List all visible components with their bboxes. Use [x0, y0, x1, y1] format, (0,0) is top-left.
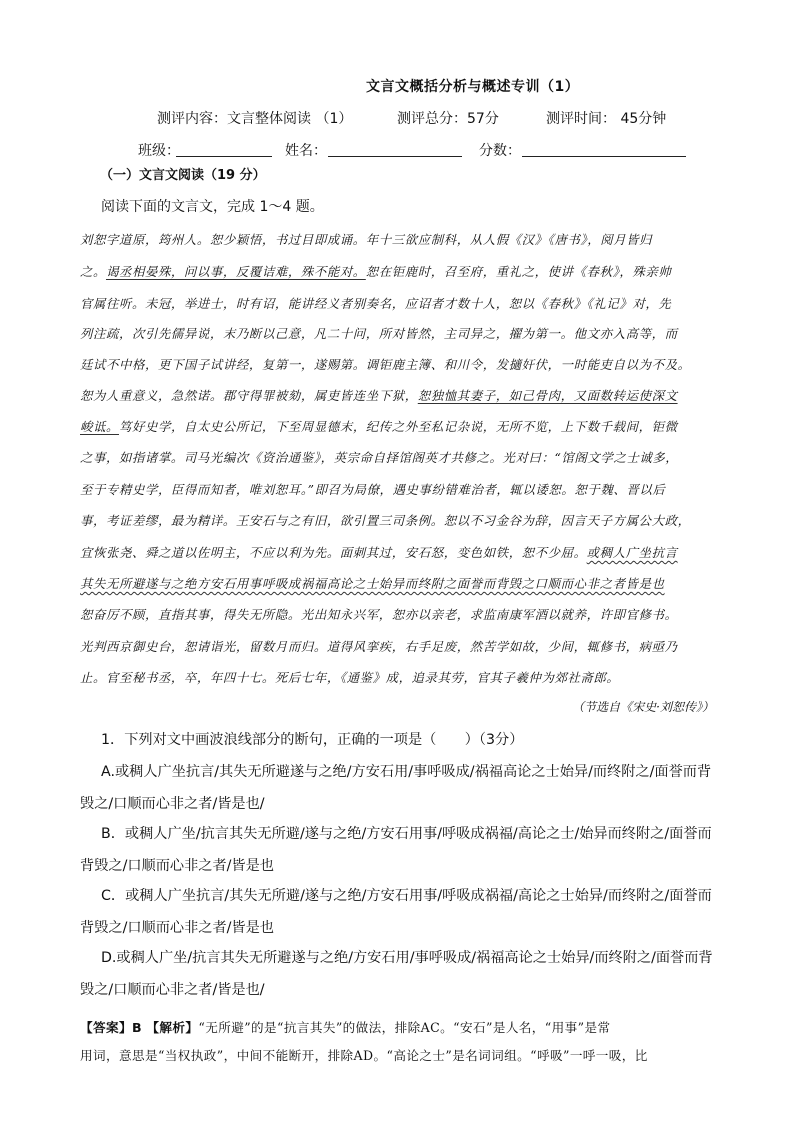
passage-text: 刘恕字道原，筠州人。恕少颖悟，书过目即成诵。年十三欲应制科，从人假《汉》《唐书》，阅月皆归 — [80, 232, 653, 247]
answer-line-1 — [80, 1017, 610, 1036]
passage-line — [80, 511, 691, 529]
passage-text: 之事，如指诸掌。司马光编次《资治通鉴》，英宗命自择馆阁英才共修之。光对曰：“馆阁文学之士诚多， — [80, 450, 679, 465]
passage-line — [80, 262, 671, 280]
passage-text: 恕奋厉不顾，直指其事，得失无所隐。光出知永兴军，恕亦以亲老，求监南康军酒以就养，许即官修书。 — [80, 607, 678, 622]
passage-text: 廷试不中格，更下国子试讲经，复第一，遂赐第。调钜鹿主簿、和川令，发擿奸伏，一时能吏自以为不及。 — [80, 357, 691, 372]
option-d-cont: 毁之/口顺而心非之者/皆是也/ — [80, 982, 265, 998]
question-1: 1．下列对文中画波浪线部分的断句，正确的一项是（ ）（3分） — [101, 732, 524, 748]
underlined-text: 峻诋。 — [80, 419, 119, 434]
wavy-underlined-text: 或稠人广坐抗言 — [586, 545, 678, 560]
test-total-score: 测评总分：57分 — [397, 111, 499, 127]
test-time: 测评时间： 45分钟 — [546, 111, 667, 127]
passage-text: 宜恢张尧、舜之道以佐明主，不应以利为先。面刺其过，安石怒，变色如铁，恕不少屈。 — [80, 545, 587, 560]
test-content: 测评内容：文言整体阅读 （1） — [157, 111, 353, 127]
instruction: 阅读下面的文言文，完成 1～4 题。 — [101, 199, 324, 215]
class-blank[interactable] — [176, 156, 272, 157]
passage-text: 笃好史学，自太史公所记，下至周显德末，纪传之外至私记杂说，无所不览，上下数千载间，钜微 — [118, 419, 678, 434]
answer-line-2: 用词，意思是“当权执政”，中间不能断开，排除AD。“高论之士”是名词词组。“呼吸”一呼一吸，比 — [80, 1048, 648, 1063]
option-c[interactable]: C．或稠人广坐抗言/其失无所避/遂与之绝/方安石用事/呼吸成祸福/高论之士始异/而终附之/面誉而 — [101, 888, 712, 904]
name-label: 姓名： — [285, 143, 327, 159]
option-a-cont: 毁之/口顺而心非之者/皆是也/ — [80, 796, 265, 812]
answer-tag: 【答案】 — [80, 1020, 132, 1035]
option-b-cont: 背毁之/口顺而心非之者/皆是也 — [80, 858, 274, 874]
underlined-text: 谒丞相晏殊，问以事，反覆诘难，殊不能对。 — [105, 264, 366, 279]
class-label: 班级： — [138, 143, 180, 159]
passage-text: 之。 — [80, 264, 106, 279]
analysis-text-1: “无所避”的是“抗言其失”的做法，排除AC。“安石”是人名，“用事”是常 — [198, 1020, 611, 1035]
passage-line — [80, 448, 678, 466]
passage-text: 官属往听。未冠，举进士，时有诏，能讲经义者别奏名，应诏者才数十人，恕以《春秋》《礼记》对，先 — [80, 296, 672, 311]
passage-line — [80, 417, 678, 435]
source-citation: （节选自《宋史·刘恕传》） — [572, 700, 714, 714]
passage-text: 恕在钜鹿时，召至府，重礼之，使讲《春秋》，殊亲帅 — [365, 264, 672, 279]
option-d[interactable]: D.或稠人广坐/抗言其失无所避遂与之绝/方安石用/事呼吸成/祸福高论之士始异/而终附之/面誉而背 — [101, 950, 713, 966]
passage-text: 光判西京御史台，恕请诣光，留数月而归。道得风挛疾，右手足废，然苦学如故，少间，辄修书，病亟乃 — [80, 639, 678, 654]
passage-text: 恕为人重意义，急然诺。郡守得罪被劾，属吏皆连坐下狱， — [80, 388, 418, 403]
passage-line — [80, 386, 678, 404]
passage-text: 止。官至秘书丞，卒，年四十七。死后七年，《通鉴》成，追录其劳，官其子羲仲为郊社斋郎。 — [80, 670, 620, 685]
option-a[interactable]: A.或稠人广坐抗言/其失无所避遂与之绝/方安石用/事呼吸成/祸福高论之士始异/而终附之/面誉而背 — [101, 764, 712, 780]
passage-text: 列注疏，次引先儒异说，末乃断以己意，凡二十问，所对皆然，主司异之，擢为第一。他文亦入高等，而 — [80, 326, 678, 341]
passage-line — [80, 324, 678, 342]
answer-letter: B — [131, 1020, 142, 1035]
passage-line — [80, 668, 619, 686]
passage-text: 事，考证差缪，最为精详。王安石与之有旧，欲引置三司条例。恕以不习金谷为辞，因言天子方属公大政， — [80, 513, 691, 528]
page-title: 文言文概括分析与概述专训（1） — [366, 79, 580, 95]
passage-line — [80, 637, 678, 655]
underlined-text: 恕独恤其妻子，如己骨肉，又面数转运使深文 — [417, 388, 678, 403]
name-blank[interactable] — [328, 156, 462, 157]
section-heading: （一）文言文阅读（19 分） — [100, 168, 266, 183]
option-b[interactable]: B．或稠人广坐/抗言其失无所避/遂与之绝/方安石用事/呼吸成祸福/高论之士/始异而终附之/面誉而 — [101, 826, 712, 842]
passage-line — [80, 605, 678, 623]
passage-line — [80, 230, 652, 248]
option-c-cont: 背毁之/口顺而心非之者/皆是也 — [80, 920, 274, 936]
score-label: 分数： — [479, 143, 521, 159]
passage-text: 至于专精史学，臣得而知者，唯刘恕耳。”即召为局僚，遇史事纷错难治者，辄以诿恕。恕于魏、晋以后 — [80, 482, 666, 497]
passage-line — [80, 355, 691, 373]
wavy-underlined-text: 其失无所避遂与之绝方安石用事呼吸成祸福高论之士始异而终附之面誉而背毁之口顺而心非之者皆是也 — [80, 576, 665, 591]
analysis-tag: 【解析】 — [146, 1020, 199, 1035]
passage-line — [80, 294, 671, 312]
passage-line — [80, 480, 665, 498]
passage-line — [80, 543, 678, 561]
score-blank[interactable] — [522, 156, 686, 157]
passage-line — [80, 574, 665, 592]
